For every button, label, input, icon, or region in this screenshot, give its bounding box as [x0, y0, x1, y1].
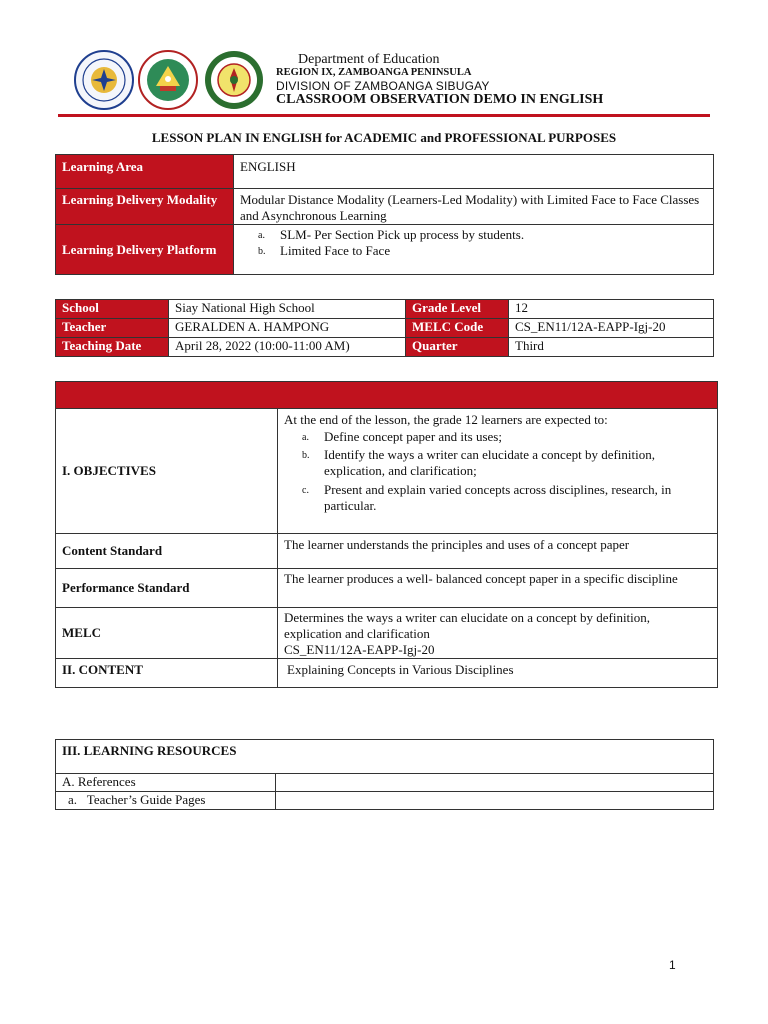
references-value [276, 774, 714, 792]
objectives-intro: At the end of the lesson, the grade 12 learners are expected to: [284, 412, 608, 427]
table-row [56, 792, 714, 810]
table-row [56, 382, 718, 409]
quarter-value: Third [509, 338, 714, 357]
school-label: School [56, 300, 169, 319]
deped-seal-icon [74, 50, 134, 110]
demo-title: CLASSROOM OBSERVATION DEMO IN ENGLISH [276, 92, 604, 107]
content-value: Explaining Concepts in Various Disciplines [278, 659, 718, 688]
grade-level-value: 12 [509, 300, 714, 319]
performance-standard-value: The learner produces a well- balanced concept paper in a specific discipline [278, 569, 718, 608]
list-item: b. Identify the ways a writer can elucidate a concept by definition, explication, and clarification; [302, 447, 656, 478]
melc-code: CS_EN11/12A-EAPP-Igj-20 [284, 642, 435, 657]
objectives-label: I. OBJECTIVES [56, 409, 278, 534]
melc-code-value: CS_EN11/12A-EAPP-Igj-20 [509, 319, 714, 338]
melc-text: Determines the ways a writer can elucidate on a concept by definition, explication and clarification [284, 610, 651, 641]
teaching-date-label: Teaching Date [56, 338, 169, 357]
table-row [56, 534, 718, 569]
teachers-guide-label: a. Teacher’s Guide Pages [56, 792, 276, 810]
school-info-table [55, 299, 714, 357]
header-divider [58, 114, 710, 117]
teacher-label: Teacher [56, 319, 169, 338]
table-row [56, 608, 718, 659]
table-row [56, 569, 718, 608]
region-name: REGION IX, ZAMBOANGA PENINSULA [276, 67, 472, 78]
table-row [56, 740, 714, 774]
table-row [56, 189, 714, 225]
table-row [56, 774, 714, 792]
delivery-platform-label: Learning Delivery Platform [56, 225, 234, 275]
quarter-label: Quarter [406, 338, 509, 357]
delivery-modality-value: Modular Distance Modality (Learners-Led Modality) with Limited Face to Face Classes and Asynchronous Learning [234, 189, 714, 225]
objectives-header-bar [56, 382, 718, 409]
references-label: A. References [56, 774, 276, 792]
objectives-list [284, 429, 711, 514]
table-row [56, 319, 714, 338]
table-row [56, 338, 714, 357]
melc-label: MELC [56, 608, 278, 659]
delivery-platform-value [234, 225, 714, 275]
delivery-modality-label: Learning Delivery Modality [56, 189, 234, 225]
table-row [56, 155, 714, 189]
learning-resources-label: III. LEARNING RESOURCES [56, 740, 714, 774]
page-number: 1 [669, 958, 676, 972]
platform-list [240, 227, 707, 259]
learning-resources-table [55, 739, 714, 810]
content-label: II. CONTENT [56, 659, 278, 688]
division-name: DIVISION OF ZAMBOANGA SIBUGAY [276, 79, 490, 93]
objectives-value [278, 409, 718, 534]
list-item: b. Limited Face to Face [258, 243, 391, 258]
lesson-plan-title: LESSON PLAN IN ENGLISH for ACADEMIC and PROFESSIONAL PURPOSES [151, 130, 617, 145]
melc-code-label: MELC Code [406, 319, 509, 338]
division-seal-icon [138, 50, 198, 110]
list-item: a. SLM- Per Section Pick up process by students. [258, 227, 525, 242]
table-row [56, 300, 714, 319]
table-row [56, 659, 718, 688]
school-seal-icon [204, 50, 264, 110]
list-item: c. Present and explain varied concepts across disciplines, research, in particular. [302, 482, 672, 513]
melc-value [278, 608, 718, 659]
table-row [56, 409, 718, 534]
department-name: Department of Education [298, 52, 440, 67]
objectives-table [55, 381, 718, 688]
list-item: a. Define concept paper and its uses; [302, 429, 502, 444]
performance-standard-label: Performance Standard [56, 569, 278, 608]
teacher-value: GERALDEN A. HAMPONG [169, 319, 406, 338]
content-standard-label: Content Standard [56, 534, 278, 569]
content-standard-value: The learner understands the principles and uses of a concept paper [278, 534, 718, 569]
learning-area-label: Learning Area [56, 155, 234, 189]
teachers-guide-value [276, 792, 714, 810]
table-row [56, 225, 714, 275]
school-value: Siay National High School [169, 300, 406, 319]
learning-info-table [55, 154, 714, 275]
teaching-date-value: April 28, 2022 (10:00-11:00 AM) [169, 338, 406, 357]
grade-level-label: Grade Level [406, 300, 509, 319]
learning-area-value: ENGLISH [234, 155, 714, 189]
